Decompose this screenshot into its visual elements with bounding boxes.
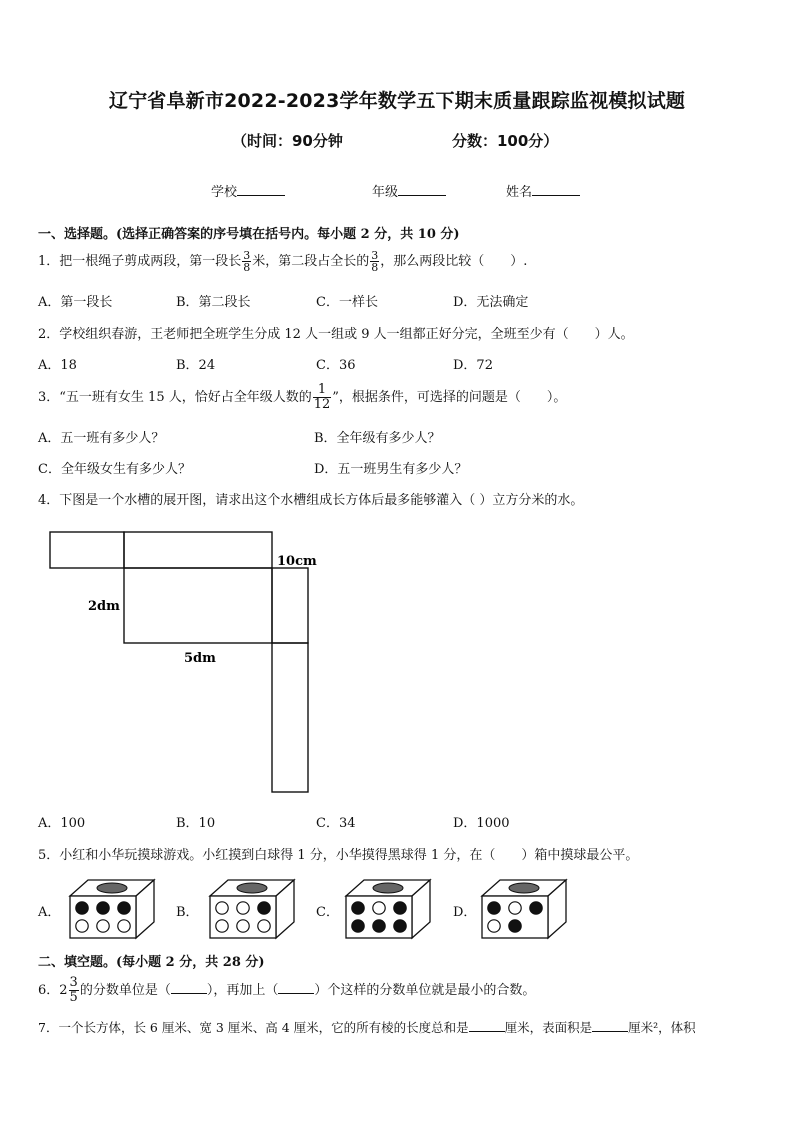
name-label: 姓名 — [506, 185, 533, 200]
question-2: 2．学校组织春游，王老师把全班学生分成 12 人一组或 9 人一组都正好分完，全班至少有（ ）人。 — [38, 327, 634, 342]
q1-option-a[interactable]: A．第一段长 — [38, 295, 113, 310]
answer-blank[interactable] — [592, 1019, 628, 1032]
white-ball — [118, 920, 130, 932]
black-ball — [394, 920, 406, 932]
question-4: 4．下图是一个水槽的展开图，请求出这个水槽组成长方体后最多能够灌入（ ）立方分米的水。 — [38, 493, 584, 508]
grade-field — [372, 181, 446, 200]
net-face-right — [272, 568, 308, 643]
school-field — [211, 181, 285, 200]
black-ball — [509, 920, 521, 932]
grade-blank — [398, 181, 446, 196]
answer-blank[interactable] — [469, 1019, 505, 1032]
school-label: 学校 — [211, 185, 238, 200]
box-hole — [97, 883, 127, 893]
white-ball — [488, 920, 500, 932]
black-ball — [118, 902, 130, 914]
q4-option-d[interactable]: D．1000 — [453, 816, 510, 831]
white-ball — [76, 920, 88, 932]
ball-box-d — [482, 880, 566, 938]
q2-option-b[interactable]: B．24 — [176, 358, 216, 373]
ball-boxes-figure — [0, 874, 794, 946]
white-ball — [373, 902, 385, 914]
white-ball — [258, 920, 270, 932]
black-ball — [530, 902, 542, 914]
black-ball — [373, 920, 385, 932]
name-blank — [532, 181, 580, 196]
box-hole — [509, 883, 539, 893]
q1-option-b[interactable]: B．第二段长 — [176, 295, 251, 310]
fraction: $\frac{3}{5}$ — [69, 975, 78, 1005]
q5-option-a[interactable]: A． — [38, 905, 61, 920]
exam-score: 分数：100分） — [452, 132, 559, 150]
page-title: 辽宁省阜新市2022-2023学年数学五下期末质量跟踪监视模拟试题 — [108, 90, 686, 112]
box-hole — [373, 883, 403, 893]
height-label: 10cm — [277, 554, 317, 569]
ball-box-a — [70, 880, 154, 938]
length-label: 5dm — [184, 651, 216, 666]
q3-option-b[interactable]: B．全年级有多少人？ — [314, 431, 441, 446]
q5-option-d[interactable]: D． — [453, 905, 477, 920]
white-ball — [216, 902, 228, 914]
box-hole — [237, 883, 267, 893]
q4-option-b[interactable]: B．10 — [176, 816, 216, 831]
net-face-top — [124, 532, 272, 568]
ball-box-c — [346, 880, 430, 938]
q2-option-d[interactable]: D．72 — [453, 358, 493, 373]
q5-option-b[interactable]: B． — [176, 905, 199, 920]
q2-option-a[interactable]: A．18 — [38, 358, 77, 373]
black-ball — [352, 902, 364, 914]
section-1-heading: 一、选择题。(选择正确答案的序号填在括号内。每小题 2 分，共 10 分) — [38, 227, 460, 242]
q1-option-d[interactable]: D．无法确定 — [453, 295, 529, 310]
question-6: 6．2 $\frac{3}{5}$ 的分数单位是（ ），再加上（ ）个这样的分数单位就是最小的合数。 — [38, 975, 536, 1005]
fraction: $\frac{3}{8}$ — [371, 249, 379, 274]
question-5: 5．小红和小华玩摸球游戏。小红摸到白球得 1 分，小华摸得黑球得 1 分，在（ ）箱中摸球最公平。 — [38, 848, 639, 863]
question-3: 3．“五一班有女生 15 人，恰好占全年级人数的 $\frac{1}{12}$ ”，根据条件，可选择的问题是（ ）。 — [38, 382, 567, 412]
fraction: $\frac{1}{12}$ — [313, 382, 331, 412]
school-blank — [237, 181, 285, 196]
exam-time: （时间：90分钟 — [232, 132, 343, 150]
black-ball — [76, 902, 88, 914]
answer-blank[interactable] — [171, 981, 207, 994]
q5-option-c[interactable]: C． — [316, 905, 339, 920]
white-ball — [237, 920, 249, 932]
question-7: 7．一个长方体，长 6 厘米、宽 3 厘米、高 4 厘米，它的所有棱的长度总和是 厘米，表面积是 厘米²，体积 — [38, 1020, 696, 1035]
grade-label: 年级 — [372, 185, 399, 200]
q3-option-d[interactable]: D．五一班男生有多少人？ — [314, 462, 468, 477]
net-face-left — [50, 532, 124, 568]
q2-option-c[interactable]: C．36 — [316, 358, 356, 373]
ball-box-b — [210, 880, 294, 938]
black-ball — [97, 902, 109, 914]
q4-option-c[interactable]: C．34 — [316, 816, 356, 831]
name-field — [506, 181, 580, 200]
tank-net-diagram — [0, 520, 794, 810]
q3-option-c[interactable]: C．全年级女生有多少人？ — [38, 462, 191, 477]
q1-option-c[interactable]: C．一样长 — [316, 295, 378, 310]
answer-blank[interactable] — [278, 981, 314, 994]
q4-option-a[interactable]: A．100 — [38, 816, 86, 831]
fraction: $\frac{3}{8}$ — [243, 249, 251, 274]
black-ball — [258, 902, 270, 914]
black-ball — [488, 902, 500, 914]
section-2-heading: 二、填空题。(每小题 2 分，共 28 分) — [38, 955, 265, 970]
width-label: 2dm — [88, 599, 120, 614]
black-ball — [394, 902, 406, 914]
white-ball — [237, 902, 249, 914]
q3-option-a[interactable]: A．五一班有多少人？ — [38, 431, 165, 446]
white-ball — [216, 920, 228, 932]
black-ball — [352, 920, 364, 932]
white-ball — [509, 902, 521, 914]
net-face-long — [272, 643, 308, 792]
net-face-bottom — [124, 568, 272, 643]
question-1: 1．把一根绳子剪成两段，第一段长 $\frac{3}{8}$ 米，第二段占全长的 $\frac{3}{8}$ ，那么两段比较（ ）. — [38, 249, 528, 274]
white-ball — [97, 920, 109, 932]
